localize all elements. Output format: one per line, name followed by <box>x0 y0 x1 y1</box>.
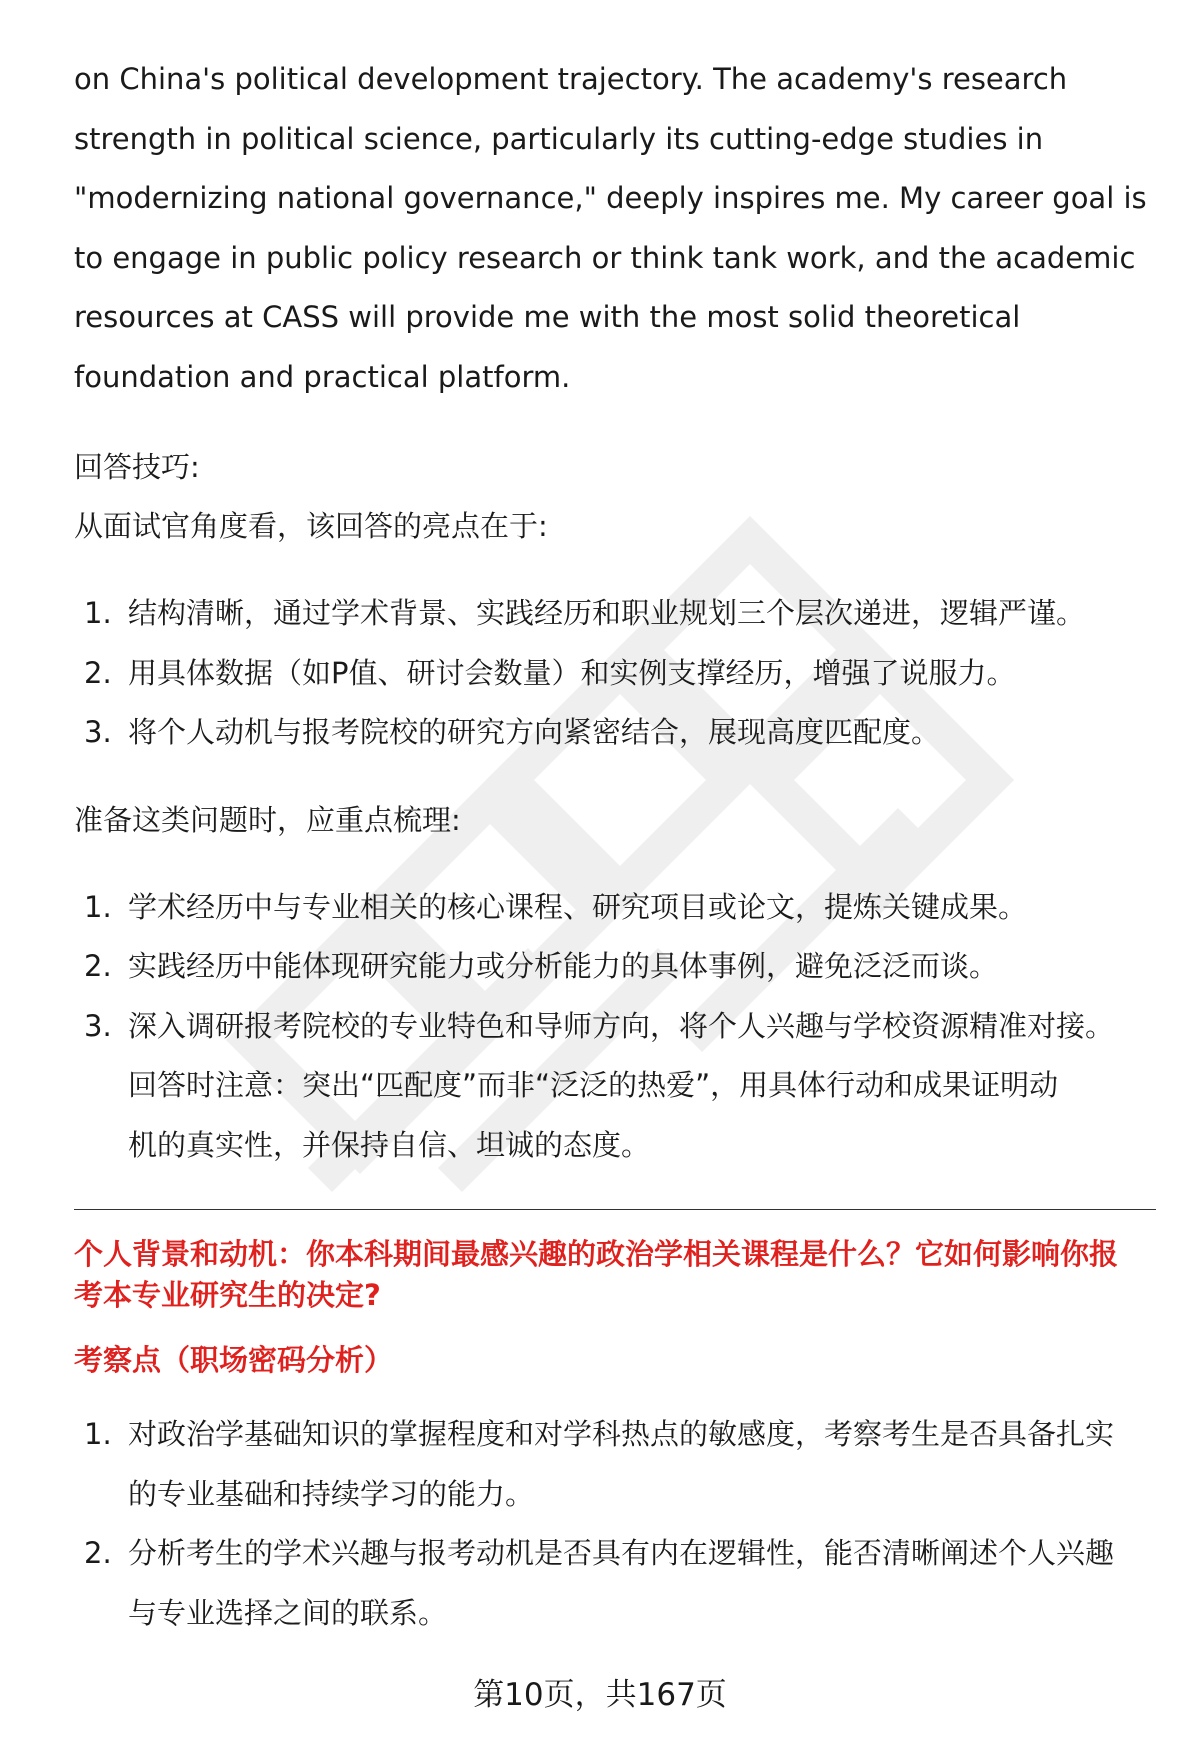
list-number: 3. <box>84 715 112 749</box>
prep-list <box>74 878 1156 1176</box>
list-text: 深入调研报考院校的专业特色和导师方向，将个人兴趣与学校资源精准对接。 <box>128 1008 1115 1043</box>
list-text: 与专业选择之间的联系。 <box>128 1595 448 1630</box>
list-text: 的专业基础和持续学习的能力。 <box>128 1476 535 1511</box>
list-text: 用具体数据（如P值、研讨会数量）和实例支撑经历，增强了说服力。 <box>128 655 1016 690</box>
list-number: 1. <box>84 889 112 924</box>
list-item <box>74 878 1156 938</box>
highlights-list <box>74 584 1156 763</box>
list-number: 2. <box>84 655 112 690</box>
evaluation-points-list <box>74 1405 1156 1643</box>
list-item <box>74 1524 1156 1643</box>
page-content <box>74 50 1156 1643</box>
intro-line: foundation and practical platform. <box>74 359 571 394</box>
prep-intro: 准备这类问题时，应重点梳理: <box>74 802 461 837</box>
list-number: 3. <box>84 1008 112 1043</box>
intro-line: on China's political development trajectory. The academy's research <box>74 62 1068 96</box>
list-text: 将个人动机与报考院校的研究方向紧密结合，展现高度匹配度。 <box>128 715 941 749</box>
list-number: 1. <box>84 1417 112 1451</box>
answer-tips-label: 回答技巧: <box>74 450 200 484</box>
intro-paragraph <box>74 50 1156 407</box>
intro-line: strength in political science, particularly its cutting-edge studies in <box>74 121 1044 156</box>
list-text-continuation: 机的真实性，并保持自信、坦诚的态度。 <box>128 1127 651 1162</box>
list-item <box>74 997 1156 1176</box>
list-item <box>74 937 1156 997</box>
intro-line: "modernizing national governance," deeply inspires me. My career goal is <box>74 181 1147 215</box>
list-number: 1. <box>84 596 112 630</box>
list-number: 2. <box>84 1536 112 1570</box>
question-heading-line: 个人背景和动机：你本科期间最感兴趣的政治学相关课程是什么？它如何影响你报 <box>74 1237 1119 1271</box>
list-text-continuation: 回答时注意：突出“匹配度”而非“泛泛的热爱”，用具体行动和成果证明动 <box>128 1068 1059 1102</box>
question-heading-line: 考本专业研究生的决定? <box>74 1278 381 1312</box>
list-item <box>74 703 1156 763</box>
evaluation-points-heading: 考察点（职场密码分析） <box>74 1343 394 1377</box>
list-text: 实践经历中能体现研究能力或分析能力的具体事例，避免泛泛而谈。 <box>128 949 999 983</box>
list-text: 结构清晰，通过学术背景、实践经历和职业规划三个层次递进，逻辑严谨。 <box>128 596 1086 630</box>
list-text: 学术经历中与专业相关的核心课程、研究项目或论文，提炼关键成果。 <box>128 889 1028 924</box>
page-number: 第10页，共167页 <box>473 1677 727 1713</box>
list-text: 分析考生的学术兴趣与报考动机是否具有内在逻辑性，能否清晰阐述个人兴趣 <box>128 1536 1115 1570</box>
list-item <box>74 644 1156 704</box>
intro-line: resources at CASS will provide me with the most solid theoretical <box>74 300 1021 334</box>
list-item <box>74 584 1156 644</box>
list-text: 对政治学基础知识的掌握程度和对学科热点的敏感度，考察考生是否具备扎实 <box>128 1417 1115 1451</box>
answer-tips-intro: 从面试官角度看，该回答的亮点在于: <box>74 509 548 543</box>
intro-line: to engage in public policy research or think tank work, and the academic <box>74 240 1136 275</box>
list-number: 2. <box>84 949 112 983</box>
list-item <box>74 1405 1156 1524</box>
question-heading <box>74 1234 1156 1316</box>
